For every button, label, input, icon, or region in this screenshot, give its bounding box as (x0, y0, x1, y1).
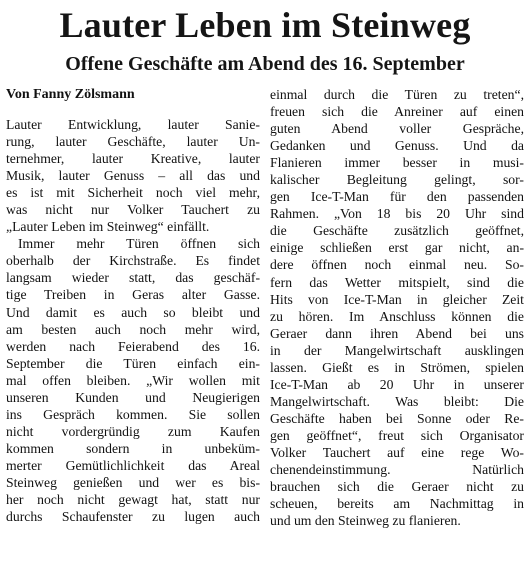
text-line: kommen sondern in unbeküm- (6, 440, 260, 456)
subheadline: Offene Geschäfte am Abend des 16. September (65, 53, 465, 75)
text-line: Hits von Ice-T-Man in gleicher Zeit (270, 291, 524, 307)
right-column-text (270, 86, 524, 529)
text-line: gen geöffnet“, freut sich Organisator (270, 427, 524, 443)
text-line: chenendeinstimmung. Natürlich (270, 462, 524, 478)
text-line: dere öffnen noch einmal neu. So- (270, 257, 524, 273)
text-line: einige schließen erst gar nicht, an- (270, 240, 524, 256)
text-line: tige Treiben in Geras alter Gasse. (6, 287, 260, 303)
text-line: oberhalb der Kirchstraße. Es findet (6, 253, 260, 269)
text-line: und um den Steinweg zu flanieren. (270, 513, 461, 529)
text-line: es ist mit Sicherheit noch viel mehr, (6, 185, 260, 201)
text-line: Geschäfte haben bei Sonne oder Re- (270, 410, 524, 426)
text-line: merter Gemütlichlichkeit das Areal (6, 457, 260, 473)
text-line: rung, lauter Geschäfte, lauter Un- (6, 134, 260, 150)
text-line: „Lauter Leben im Steinweg“ einfällt. (6, 219, 210, 235)
text-line: in der Mangelwirtschaft ausklingen (270, 342, 524, 358)
text-line: Lauter Entwicklung, lauter Sanie- (6, 117, 260, 132)
text-line: Musik, lauter Genuss – all das und (6, 168, 260, 184)
text-line: fern das Wetter mitspielt, sind die (270, 274, 524, 290)
text-line: guten Abend voller Gespräche, (270, 121, 524, 137)
left-column-text (6, 116, 260, 525)
text-line: einmal durch die Türen zu treten“, (270, 87, 524, 102)
text-line: kalischer Begleitung gelingt, sor- (270, 172, 524, 188)
text-line: Flanieren immer besser in musi- (270, 155, 524, 171)
text-line: Und damit es auch so bleibt und (6, 304, 260, 320)
text-line: Volker Tauchert auf eine rege Wo- (270, 444, 524, 460)
text-line: Steinweg genießen und wer es bis- (6, 474, 260, 490)
byline: Von Fanny Zölsmann (6, 87, 135, 102)
text-line: her noch nicht gewagt hat, statt nur (6, 492, 260, 508)
left-column (6, 86, 260, 529)
text-line: Mangelwirtschaft. Was bleibt: Die (270, 393, 524, 409)
text-line: freuen sich die Anreiner auf einen (270, 104, 524, 120)
text-line: Rahmen. „Von 18 bis 20 Uhr sind (270, 206, 524, 222)
text-line: am besten auch noch mehr wird, (6, 321, 260, 337)
text-line: brauchen sich die Geraer nicht zu (270, 479, 524, 495)
text-line: was nicht nur Volker Tauchert zu (6, 202, 260, 218)
text-line: nicht vordergründig zum Kaufen (6, 423, 260, 439)
text-line: ins Gespräch kommen. Sie sollen (6, 406, 260, 422)
text-line: ternehmer, lauter Kreative, lauter (6, 151, 260, 167)
right-column (270, 86, 524, 529)
text-line: lassen. Gießt es in Strömen, spielen (270, 359, 524, 375)
text-line: mal offen bleiben. „Wir wollen mit (6, 372, 260, 388)
text-line: zu hören. Im Anschluss können die (270, 308, 524, 324)
text-line: Ice-T-Man ab 20 Uhr in unserer (270, 376, 524, 392)
text-line: September die Türen einfach ein- (6, 355, 260, 371)
text-line: Immer mehr Türen öffnen sich (18, 236, 260, 252)
text-line: unseren Kunden und Neugierigen (6, 389, 260, 405)
text-line: Gedanken und Genuss. Und da (270, 138, 524, 154)
text-line: langsam wieder statt, das geschäf- (6, 270, 260, 286)
text-line: Geraer dann ihren Abend bei uns (270, 325, 524, 341)
text-line: werden nach Feierabend des 16. (6, 338, 260, 354)
text-line: durchs Schaufenster zu lugen auch (6, 509, 260, 525)
text-line: scheuen, bereits am Nachmittag in (270, 496, 524, 512)
text-line: die Geschäfte zusätzlich geöffnet, (270, 223, 524, 239)
text-line: gen Ice-T-Man für den passenden (270, 189, 524, 205)
headline: Lauter Leben im Steinweg (59, 5, 471, 45)
article-columns (6, 86, 524, 529)
